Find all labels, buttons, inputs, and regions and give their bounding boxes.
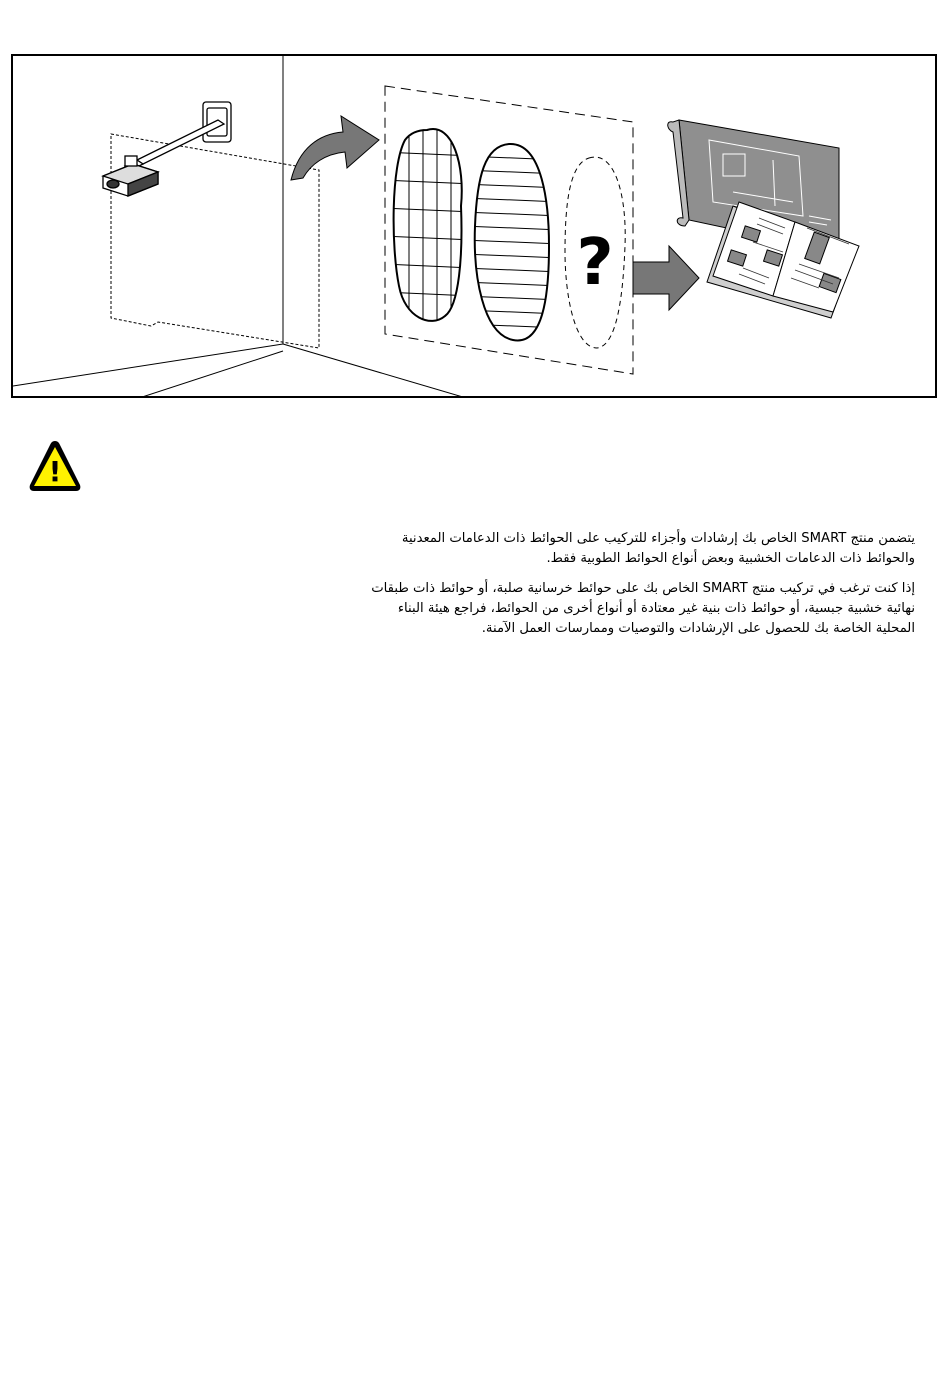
text-line: المحلية الخاصة بك للحصول على الإرشادات والتوصيات وممارسات العمل الآمنة. <box>481 621 915 636</box>
unknown-wall-icon <box>565 157 625 348</box>
text-line: نهائية خشبية جبسية، أو حوائط ذات بنية غير معتادة أو أنواع أخرى من الحوائط، فراجع هيئة البناء <box>397 601 915 616</box>
paragraph-1 <box>280 529 915 569</box>
installation-illustration <box>11 54 937 398</box>
right-arrow-icon <box>633 246 699 310</box>
warning-text <box>280 529 915 649</box>
curved-arrow-icon <box>291 116 379 180</box>
paragraph-2 <box>280 579 915 639</box>
text-line: يتضمن منتج SMART الخاص بك إرشادات وأجزاء للتركيب على الحوائط ذات الدعامات المعدنية <box>401 531 915 546</box>
text-line: إذا كنت ترغب في تركيب منتج SMART الخاص بك على حوائط خرسانية صلبة، أو حوائط ذات طبقات <box>371 581 915 596</box>
illustration-svg <box>13 56 937 398</box>
warning-icon <box>26 437 84 495</box>
whiteboard-outline <box>111 134 319 348</box>
text-line: والحوائط ذات الدعامات الخشبية وبعض أنواع الحوائط الطوبية فقط. <box>546 551 915 566</box>
wall-cross-section-grid-icon <box>383 116 473 336</box>
boom-arm <box>125 120 224 170</box>
warning-exclamation: ! <box>48 455 62 488</box>
wall-cross-section-lines-icon <box>463 144 563 341</box>
question-mark: ? <box>576 226 614 300</box>
